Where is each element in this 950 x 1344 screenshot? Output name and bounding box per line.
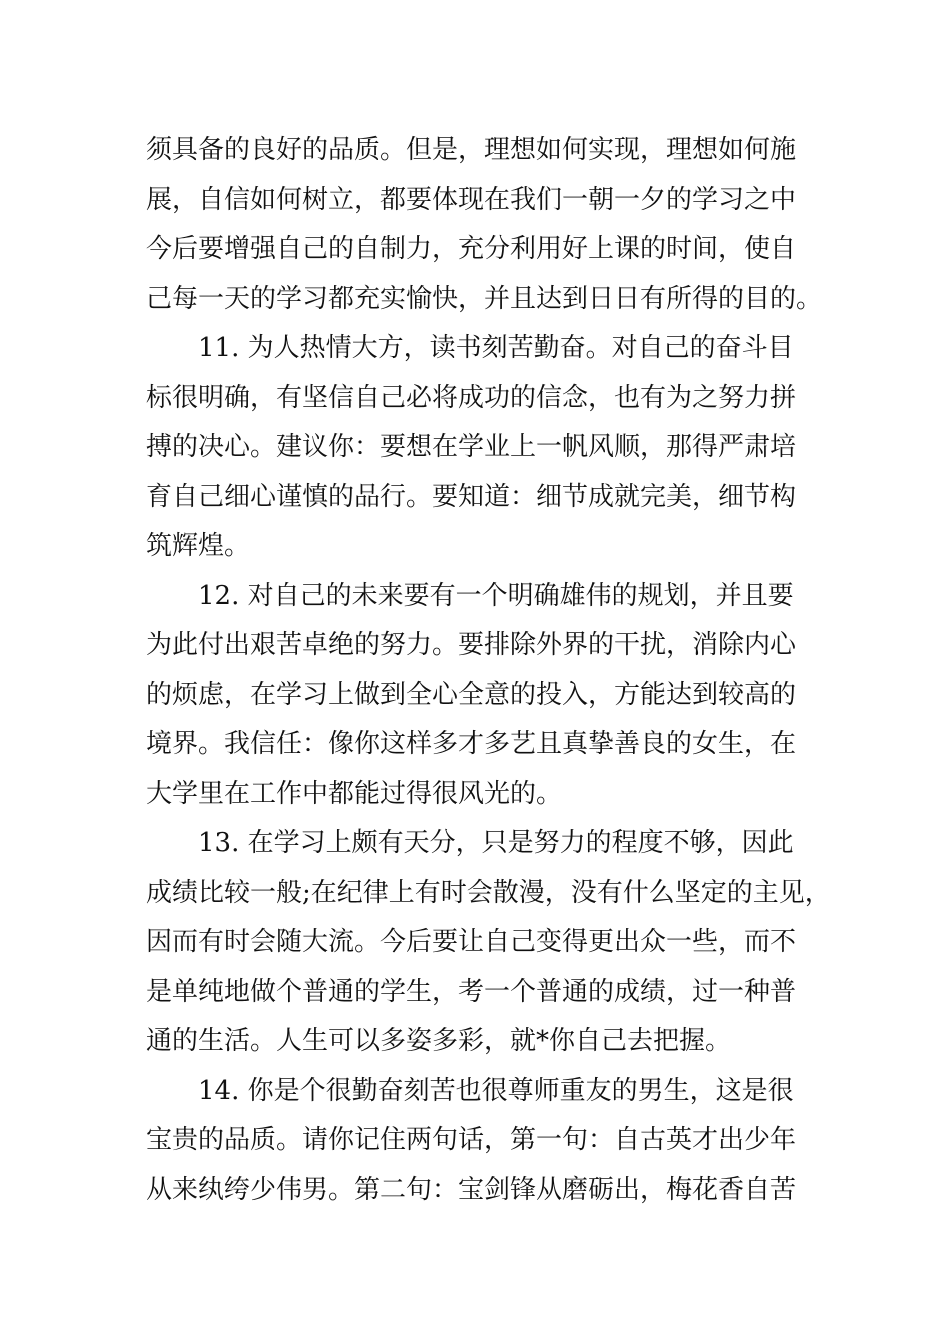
text-line: 是单纯地做个普通的学生，考一个普通的成绩，过一种普 xyxy=(146,976,797,1007)
text-line: 成绩比较一般;在纪律上有时会散漫，没有什么坚定的主见， xyxy=(146,877,831,908)
text-line: 13. 在学习上颇有天分，只是努力的程度不够，因此 xyxy=(198,828,794,858)
text-line: 标很明确，有坚信自己必将成功的信念，也有为之努力拼 xyxy=(146,382,797,413)
text-line: 因而有时会随大流。今后要让自己变得更出众一些，而不 xyxy=(146,927,797,957)
text-line: 展，自信如何树立，都要体现在我们一朝一夕的学习之中 xyxy=(146,184,797,215)
text-line: 大学里在工作中都能过得很风光的。 xyxy=(146,778,563,809)
text-line: 从来纨绔少伟男。第二句：宝剑锋从磨砺出，梅花香自苦 xyxy=(146,1174,797,1205)
text-line: 12. 对自己的未来要有一个明确雄伟的规划，并且要 xyxy=(198,580,794,611)
text-line: 通的生活。人生可以多姿多彩，就*你自己去把握。 xyxy=(146,1026,732,1056)
text-line: 宝贵的品质。请你记住两句话，第一句：自古英才出少年 xyxy=(146,1125,797,1155)
text-line: 育自己细心谨慎的品行。要知道：细节成就完美，细节构 xyxy=(146,481,797,512)
text-line: 14. 你是个很勤奋刻苦也很尊师重友的男生，这是很 xyxy=(198,1075,794,1106)
text-line: 搏的决心。建议你：要想在学业上一帆风顺，那得严肃培 xyxy=(146,432,797,462)
text-line: 的烦虑，在学习上做到全心全意的投入，方能达到较高的 xyxy=(146,679,797,710)
text-line: 为此付出艰苦卓绝的努力。要排除外界的干扰，消除内心 xyxy=(146,630,797,660)
text-line: 己每一天的学习都充实愉快，并且达到日日有所得的目的。 xyxy=(146,283,823,314)
text-line: 今后要增强自己的自制力，充分利用好上课的时间，使自 xyxy=(146,234,797,264)
text-line: 境界。我信任：像你这样多才多艺且真挚善良的女生，在 xyxy=(146,729,797,759)
text-line: 11. 为人热情大方，读书刻苦勤奋。对自己的奋斗目 xyxy=(198,333,794,363)
text-line: 筑辉煌。 xyxy=(146,531,251,561)
text-line: 须具备的良好的品质。但是，理想如何实现，理想如何施 xyxy=(146,135,797,165)
